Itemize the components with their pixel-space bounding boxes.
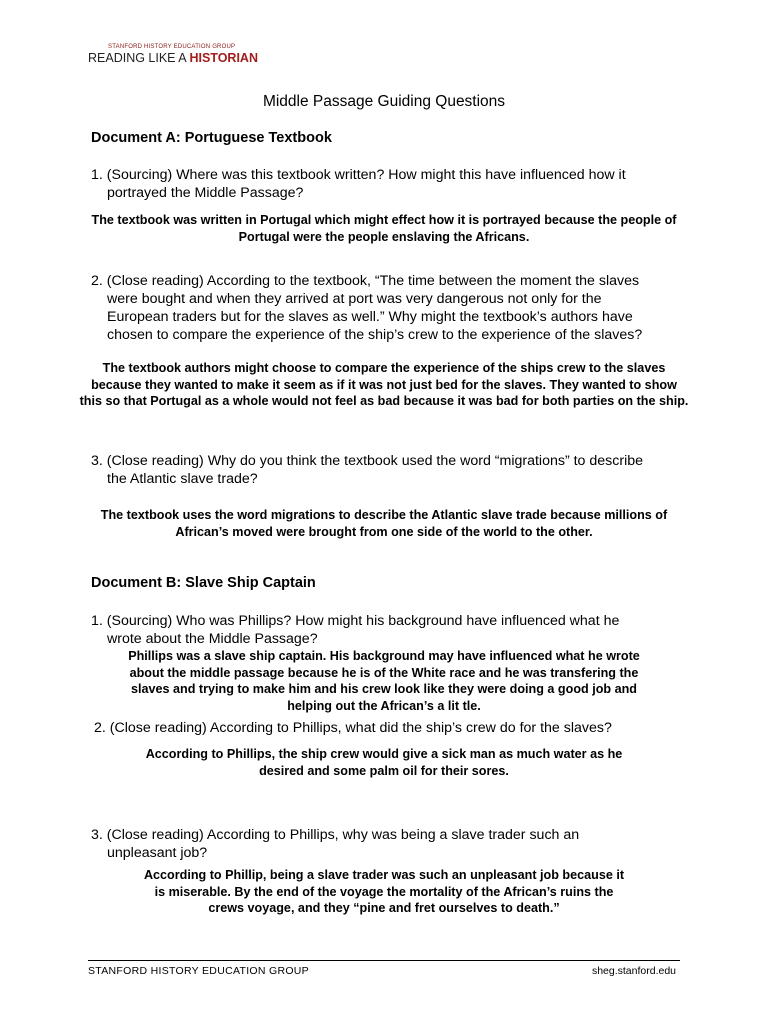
logo-hist-b: RIAN bbox=[227, 51, 258, 65]
answer-line: African’s moved were brought from one side of the world to the other. bbox=[175, 524, 593, 539]
question-b1 bbox=[91, 612, 691, 648]
answer-line: slaves and trying to make him and his crew look like they were doing a good job and bbox=[131, 682, 637, 696]
answer-line: helping out the African’s a lit tle. bbox=[287, 698, 481, 713]
question-b3-line1: 3. (Close reading) According to Phillips, why was being a slave trader such an bbox=[91, 827, 580, 843]
answer-line: desired and some palm oil for their sores. bbox=[259, 763, 509, 778]
question-b1-line1: 1. (Sourcing) Who was Phillips? How might his background have influenced what he bbox=[91, 613, 620, 629]
footer-org: STANFORD HISTORY EDUCATION GROUP bbox=[88, 965, 309, 977]
question-b1-line2: wrote about the Middle Passage? bbox=[107, 631, 318, 647]
answer-line: crews voyage, and they “pine and fret ourselves to death.” bbox=[208, 901, 560, 915]
answer-line: is miserable. By the end of the voyage the mortality of the African’s ruins the bbox=[154, 884, 614, 899]
question-a2-line1: 2. (Close reading) According to the textbook, “The time between the moment the slaves bbox=[91, 273, 640, 289]
question-a3-line2: the Atlantic slave trade? bbox=[107, 471, 258, 487]
question-b2-line1: 2. (Close reading) According to Phillips, what did the ship’s crew do for the slaves? bbox=[94, 720, 612, 736]
logo-hist-a: HIST bbox=[189, 51, 218, 65]
answer-line: The textbook was written in Portugal which might effect how it is portrayed because the people of bbox=[91, 213, 677, 227]
question-a1-line1: 1. (Sourcing) Where was this textbook written? How might this have influenced how it bbox=[91, 167, 626, 183]
question-a3 bbox=[91, 452, 691, 488]
question-a2-line4: chosen to compare the experience of the ship’s crew to the experience of the slaves? bbox=[107, 327, 643, 343]
magnifier-icon: O bbox=[217, 51, 228, 65]
answer-b3 bbox=[84, 867, 684, 917]
question-a2-line3: European traders but for the slaves as well.” Why might the textbook’s authors have bbox=[107, 309, 633, 325]
question-b2 bbox=[94, 719, 694, 737]
answer-line: Portugal were the people enslaving the Africans. bbox=[238, 229, 530, 244]
answer-line: According to Phillip, being a slave trader was such an unpleasant job because it bbox=[143, 868, 625, 882]
question-a2 bbox=[91, 272, 691, 344]
logo-wordmark bbox=[88, 51, 258, 65]
footer-divider bbox=[88, 960, 680, 961]
question-a2-line2: were bought and when they arrived at port was very dangerous not only for the bbox=[107, 291, 602, 307]
question-a1-line2: portrayed the Middle Passage? bbox=[107, 185, 304, 201]
answer-a2 bbox=[30, 360, 738, 410]
answer-b2 bbox=[84, 746, 684, 779]
footer-url[interactable]: sheg.stanford.edu bbox=[591, 965, 676, 977]
reading-like-a-historian-logo bbox=[88, 44, 258, 65]
logo-org-name: STANFORD HISTORY EDUCATION GROUP bbox=[108, 44, 236, 50]
answer-line: this so that Portugal as a whole would not feel as bad because it was bad for both parties on the ship. bbox=[79, 394, 689, 408]
answer-a1 bbox=[40, 212, 728, 245]
answer-line: The textbook uses the word migrations to describe the Atlantic slave trade because millions of bbox=[100, 508, 668, 522]
logo-prefix: READING LIKE A bbox=[88, 51, 190, 65]
answer-line: because they wanted to make it seem as if it was not just bed for the slaves. They wanted to show bbox=[91, 377, 677, 392]
section-heading-doc-b: Document B: Slave Ship Captain bbox=[91, 575, 316, 591]
answer-a3 bbox=[40, 507, 728, 540]
question-b3 bbox=[91, 826, 691, 862]
question-b3-line2: unpleasant job? bbox=[107, 845, 208, 861]
section-heading-doc-a: Document A: Portuguese Textbook bbox=[91, 130, 332, 146]
question-a1 bbox=[91, 166, 691, 202]
page-title: Middle Passage Guiding Questions bbox=[262, 93, 506, 110]
answer-line: The textbook authors might choose to compare the experience of the ships crew to the slaves bbox=[102, 361, 666, 375]
question-a3-line1: 3. (Close reading) Why do you think the textbook used the word “migrations” to describe bbox=[91, 453, 644, 469]
answer-b1 bbox=[84, 648, 684, 714]
answer-line: According to Phillips, the ship crew would give a sick man as much water as he bbox=[145, 747, 623, 761]
answer-line: about the middle passage because he is of the White race and he was transfering the bbox=[129, 665, 639, 680]
answer-line: Phillips was a slave ship captain. His background may have influenced what he wrote bbox=[128, 649, 640, 663]
